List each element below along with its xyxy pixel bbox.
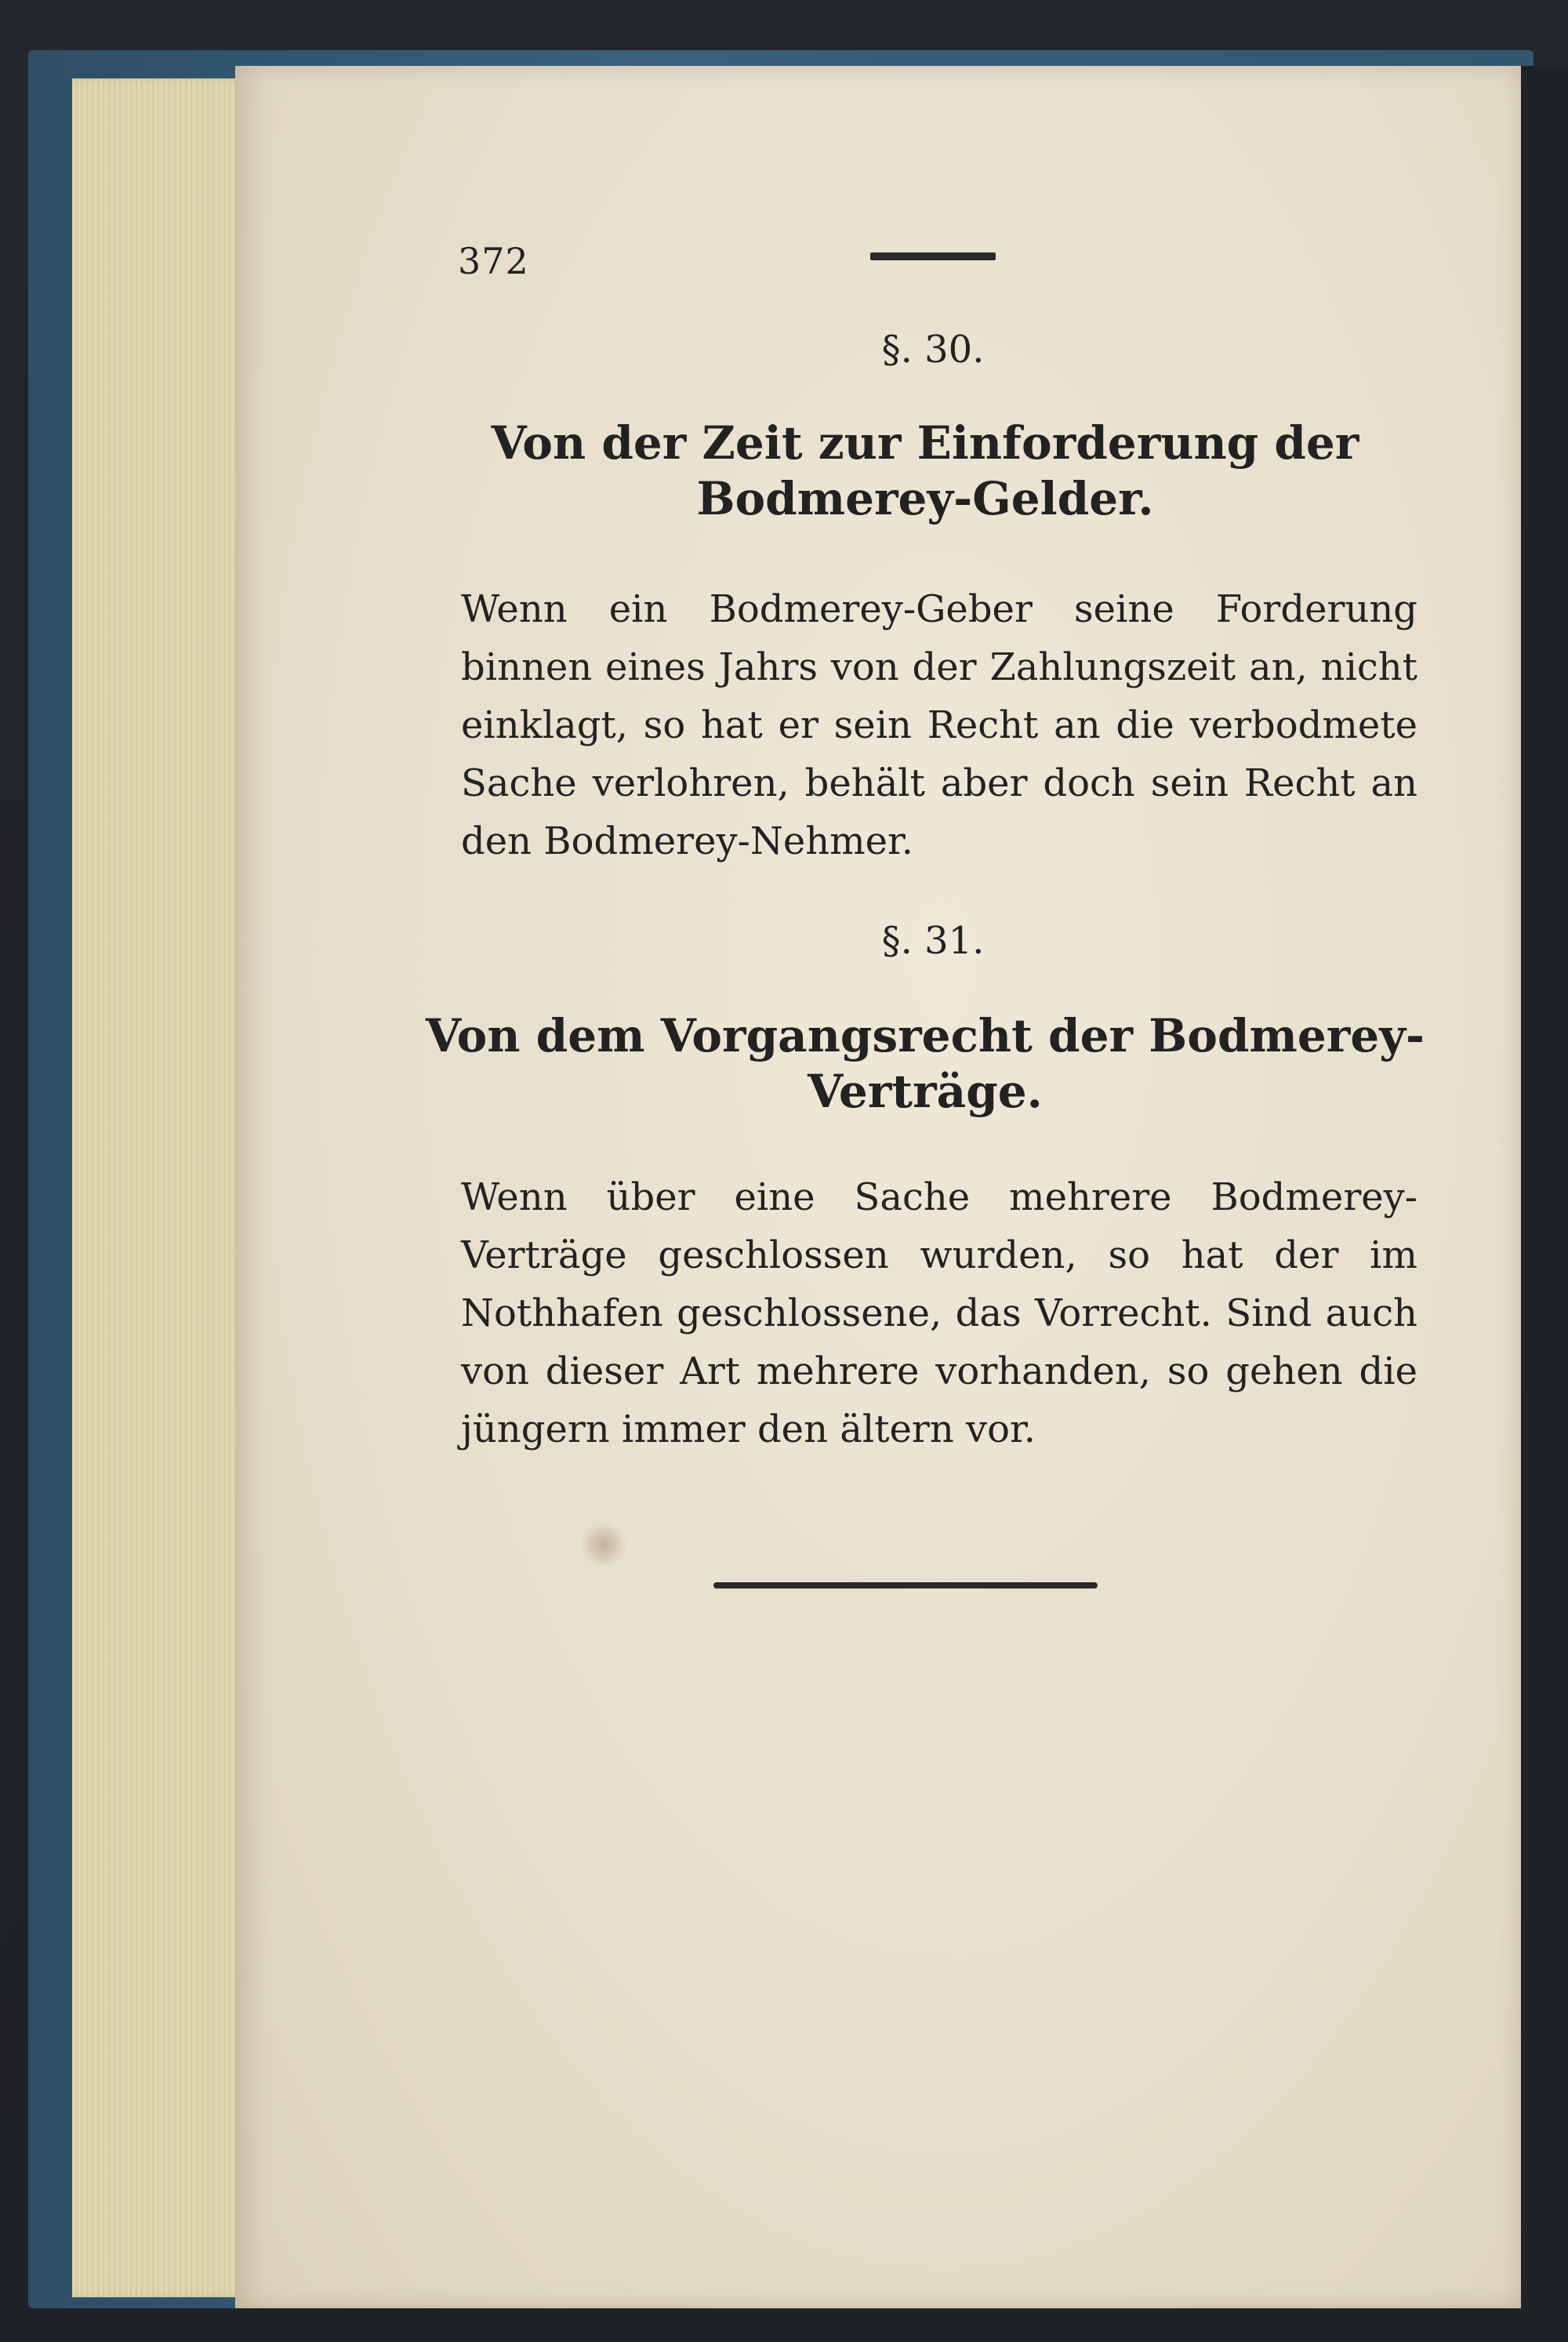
header-rule	[870, 252, 996, 260]
section-30-title: Von der Zeit zur Einforderung der Bodmerey-Gelder.	[491, 416, 1359, 525]
page-number: 372	[458, 240, 529, 282]
ink-smudge	[580, 1521, 627, 1568]
right-margin-strip	[1521, 66, 1568, 2308]
footer-rule	[713, 1582, 1098, 1589]
section-31-number: §. 31.	[881, 919, 985, 963]
section-31-body: Wenn über eine Sache mehrere Bodmerey-Verträge geschlossen wurden, so hat der im Nothhafen geschlossene, das Vorrecht. Sind auch von dieser Art mehrere vorhanden, so gehen die jüngern immer den ältern vor.	[461, 1175, 1417, 1451]
section-30-number: §. 30.	[881, 328, 985, 372]
section-31-title: Von dem Vorgangsrecht der Bodmerey-Verträge.	[425, 1009, 1425, 1118]
section-30-body: Wenn ein Bodmerey-Geber seine Forderung binnen eines Jahrs von der Zahlungszeit an, nicht einklagt, so hat er sein Recht an die verbodmete Sache verlohren, behält aber doch sein Recht an den Bodmerey-Nehmer.	[461, 587, 1417, 863]
